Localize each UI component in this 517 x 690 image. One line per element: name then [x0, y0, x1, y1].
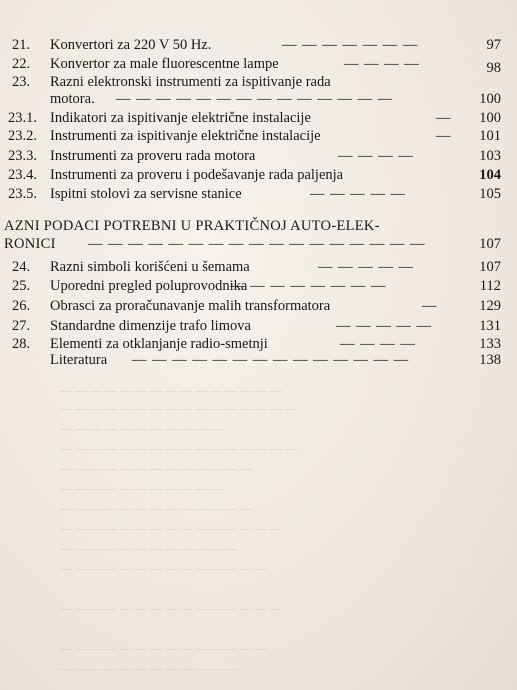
toc-entry-number: 23. — [12, 74, 31, 90]
leader-dashes: — — — — — — [336, 318, 432, 334]
toc-entry — [0, 351, 517, 369]
toc-entry — [0, 147, 517, 165]
toc-entry-title: Razni elektronski instrumenti za ispitivanje rada — [50, 74, 331, 90]
toc-entry-number: 25. — [12, 278, 31, 294]
toc-entry-page: 105 — [479, 186, 501, 202]
toc-entry — [0, 297, 517, 315]
toc-entry-title: Obrasci za proračunavanje malih transformatora — [50, 298, 331, 314]
toc-entry-title: Razni simboli korišćeni u šemama — [50, 259, 250, 275]
toc-entry-page: 133 — [479, 336, 501, 352]
toc-entry — [0, 166, 517, 184]
toc-entry-page: 107 — [479, 236, 501, 252]
toc-entry-number: 26. — [12, 298, 31, 314]
toc-entry-title: Literatura — [50, 352, 108, 368]
toc-entry-page: 100 — [479, 91, 501, 107]
toc-entry — [0, 73, 517, 91]
toc-entry-number: 23.2. — [8, 128, 37, 144]
leader-dashes: — — — — — — — — — — — — — — — [132, 352, 410, 368]
toc-entry-number: 23.4. — [8, 167, 37, 183]
toc-entry-number: 23.3. — [8, 148, 37, 164]
toc-entry-continuation — [0, 90, 517, 108]
toc-entry-title: Konvertor za male fluorescentne lampe — [50, 56, 279, 72]
toc-entry-title: Elementi za otklanjanje radio-smetnji — [50, 336, 268, 352]
book-page: 21. Konvertori za 220 V 50 Hz. — — — — — — — 97 22. Konvertor za male fluorescentne lampe — — — — 98 23. Razni elektronski instrumenti za ispitivanje rada motora. — — — — — — — — — — — — — — 100 23.1. Indikatori za ispitivanje električne instalacije — 100 23.2. Instrumenti za ispitivanje električne instalacije — 101 23.3. Instrumenti za proveru rada motora — — — — 103 23.4. Instrumenti za proveru i podešavanje rada paljenja 104 23.5. Ispitni stolovi za servisne stanice — — — — — 105 AZNI PODACI POTREBNI U PRAKTIČNOJ AUTO-ELEK- RONICI — — — — — — — — — — — — — — — — — 107 24. Razni simboli korišćeni u šemama — — — — — 107 25. Uporedni pregled poluprovodnika — — — — — — — — 112 26. Obrasci za proračunavanje malih transformatora — 129 27. Standardne dimenzije trafo limova — — — — — 131 28. Elementi za otklanjanje radio-smetnji — — — — 133 Literatura — — — — — — — — — — — — — — 138 — — — — — — — — — — — — — — — — — — — — — — — — — — — — — — — — — — — — — — — — — — — — — — — — — — — — — — — — — — — — — — — — — — — — — — — — — — — — — — — — — — — — — — — — — — — — — — — — — — — — — — — — — — — — — — — — — — — — — — — — — — — — — — — — — — — — — — — — — — — — — — — — — — — — — — — — — — — — — — — — — — — — — — — — — — — — — — — — — — [0, 0, 517, 690]
toc-entry-title-continuation: motora. — [50, 91, 95, 107]
toc-entry — [0, 55, 517, 76]
section-heading-continuation — [0, 235, 517, 253]
toc-entry-page: 131 — [479, 318, 501, 334]
leader-dashes: — — [436, 110, 452, 126]
section-heading: AZNI PODACI POTREBNI U PRAKTIČNOJ AUTO-ELEK- — [4, 218, 380, 234]
leader-dashes: — — — — — — — — [282, 37, 419, 53]
toc-entry — [0, 127, 517, 145]
toc-entry-page: 104 — [479, 167, 501, 183]
toc-entry-number: 28. — [12, 336, 31, 352]
toc-entry-number: 23.5. — [8, 186, 37, 202]
toc-entry-page: 129 — [479, 298, 501, 314]
leader-dashes: — — — — — — — — — — — — — — — — — — [88, 236, 426, 252]
leader-dashes: — — — — — — — — — — — — — — — [116, 91, 394, 107]
toc-entry-page: 138 — [479, 352, 501, 368]
toc-entry — [0, 185, 517, 203]
toc-entry-page: 98 — [486, 60, 501, 76]
toc-entry-title: Indikatori za ispitivanje električne instalacije — [50, 110, 311, 126]
toc-entry — [0, 317, 517, 335]
toc-entry-number: 21. — [12, 37, 31, 53]
toc-entry-page: 107 — [479, 259, 501, 275]
section-heading-line: RONICI — [4, 236, 56, 252]
toc-entry-page: 97 — [486, 37, 501, 53]
toc-entry-title: Instrumenti za proveru rada motora — [50, 148, 256, 164]
toc-entry-number: 22. — [12, 56, 31, 72]
leader-dashes: — — — — — [338, 148, 414, 164]
toc-entry-page: 103 — [479, 148, 501, 164]
leader-dashes: — — — — — — [318, 259, 414, 275]
toc-entry — [0, 277, 517, 295]
toc-entry — [0, 258, 517, 276]
toc-entry-number: 23.1. — [8, 110, 37, 126]
leader-dashes: — — [436, 128, 452, 144]
leader-dashes: — — [422, 298, 438, 314]
leader-dashes: — — — — — [340, 336, 416, 352]
toc-entry-title: Ispitni stolovi za servisne stanice — [50, 186, 242, 202]
leader-dashes: — — — — — — [310, 186, 406, 202]
toc-entry-number: 24. — [12, 259, 31, 275]
toc-entry-title: Instrumenti za proveru i podešavanje rada paljenja — [50, 167, 344, 183]
toc-entry-page: 101 — [479, 128, 501, 144]
toc-entry-page: 100 — [479, 110, 501, 126]
toc-entry-title: Standardne dimenzije trafo limova — [50, 318, 251, 334]
toc-entry — [0, 36, 517, 54]
leader-dashes: — — — — — — — — — [230, 278, 387, 294]
leader-dashes: — — — — — [344, 56, 420, 72]
toc-entry-page: 112 — [479, 278, 501, 294]
toc-entry-title: Uporedni pregled poluprovodnika — [50, 278, 248, 294]
toc-entry-title: Instrumenti za ispitivanje električne instalacije — [50, 128, 321, 144]
toc-entry-title: Konvertori za 220 V 50 Hz. — [50, 37, 212, 53]
toc-entry — [0, 109, 517, 127]
toc-entry-number: 27. — [12, 318, 31, 334]
